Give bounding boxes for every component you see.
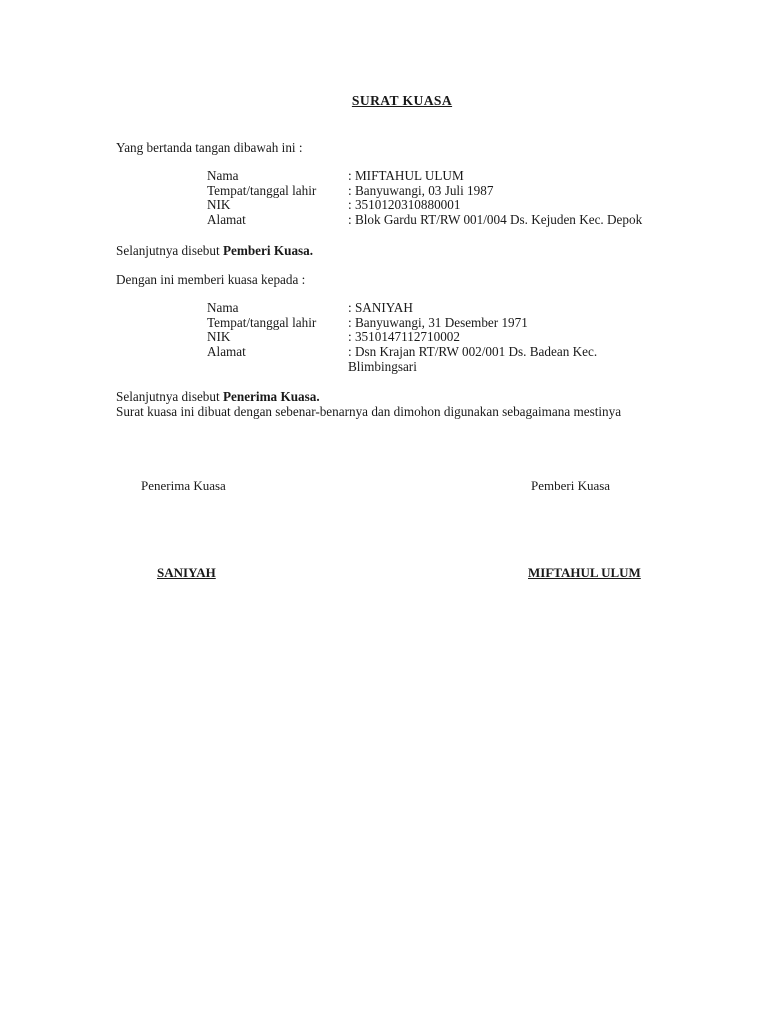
grantor-role: Pemberi Kuasa. bbox=[222, 243, 314, 258]
reference-prefix: Selanjutnya disebut bbox=[116, 389, 223, 404]
field-value: : Banyuwangi, 03 Juli 1987 bbox=[348, 182, 494, 198]
field-label: Alamat bbox=[207, 344, 246, 360]
signature-name-grantee: SANIYAH bbox=[157, 565, 216, 580]
field-value: : MIFTAHUL ULUM bbox=[348, 168, 464, 183]
signature-role-grantor: Pemberi Kuasa bbox=[531, 478, 611, 493]
field-value: : Banyuwangi, 31 Desember 1971 bbox=[348, 314, 528, 330]
reference-prefix: Selanjutnya disebut bbox=[116, 243, 223, 258]
field-label: NIK bbox=[207, 197, 231, 213]
closing-statement: Surat kuasa ini dibuat dengan sebenar-benarnya dan dimohon digunakan sebagaimana mestinya bbox=[116, 404, 622, 419]
grantee-reference bbox=[116, 389, 320, 404]
field-value: : 3510120310880001 bbox=[348, 197, 461, 213]
document-title: SURAT KUASA bbox=[351, 93, 453, 108]
signature-name-grantor: MIFTAHUL ULUM bbox=[528, 565, 641, 580]
grantor-reference bbox=[116, 243, 313, 258]
field-value: : 3510147112710002 bbox=[348, 329, 460, 345]
field-value: : Blok Gardu RT/RW 001/004 Ds. Kejuden Kec. Depok bbox=[348, 212, 643, 228]
signature-role-grantee: Penerima Kuasa bbox=[141, 478, 226, 493]
field-value: : SANIYAH bbox=[348, 300, 413, 315]
field-label: NIK bbox=[207, 329, 231, 345]
grant-statement: Dengan ini memberi kuasa kepada : bbox=[116, 272, 306, 287]
field-label: Tempat/tanggal lahir bbox=[207, 182, 317, 198]
field-label: Tempat/tanggal lahir bbox=[207, 314, 317, 330]
field-label: Alamat bbox=[207, 212, 246, 228]
field-value: : Dsn Krajan RT/RW 002/001 Ds. Badean Kec. Blimbingsari bbox=[348, 344, 598, 374]
intro-text: Yang bertanda tangan dibawah ini : bbox=[116, 140, 303, 155]
field-label: Nama bbox=[207, 300, 239, 315]
grantee-role: Penerima Kuasa. bbox=[222, 389, 320, 404]
field-label: Nama bbox=[207, 168, 239, 183]
